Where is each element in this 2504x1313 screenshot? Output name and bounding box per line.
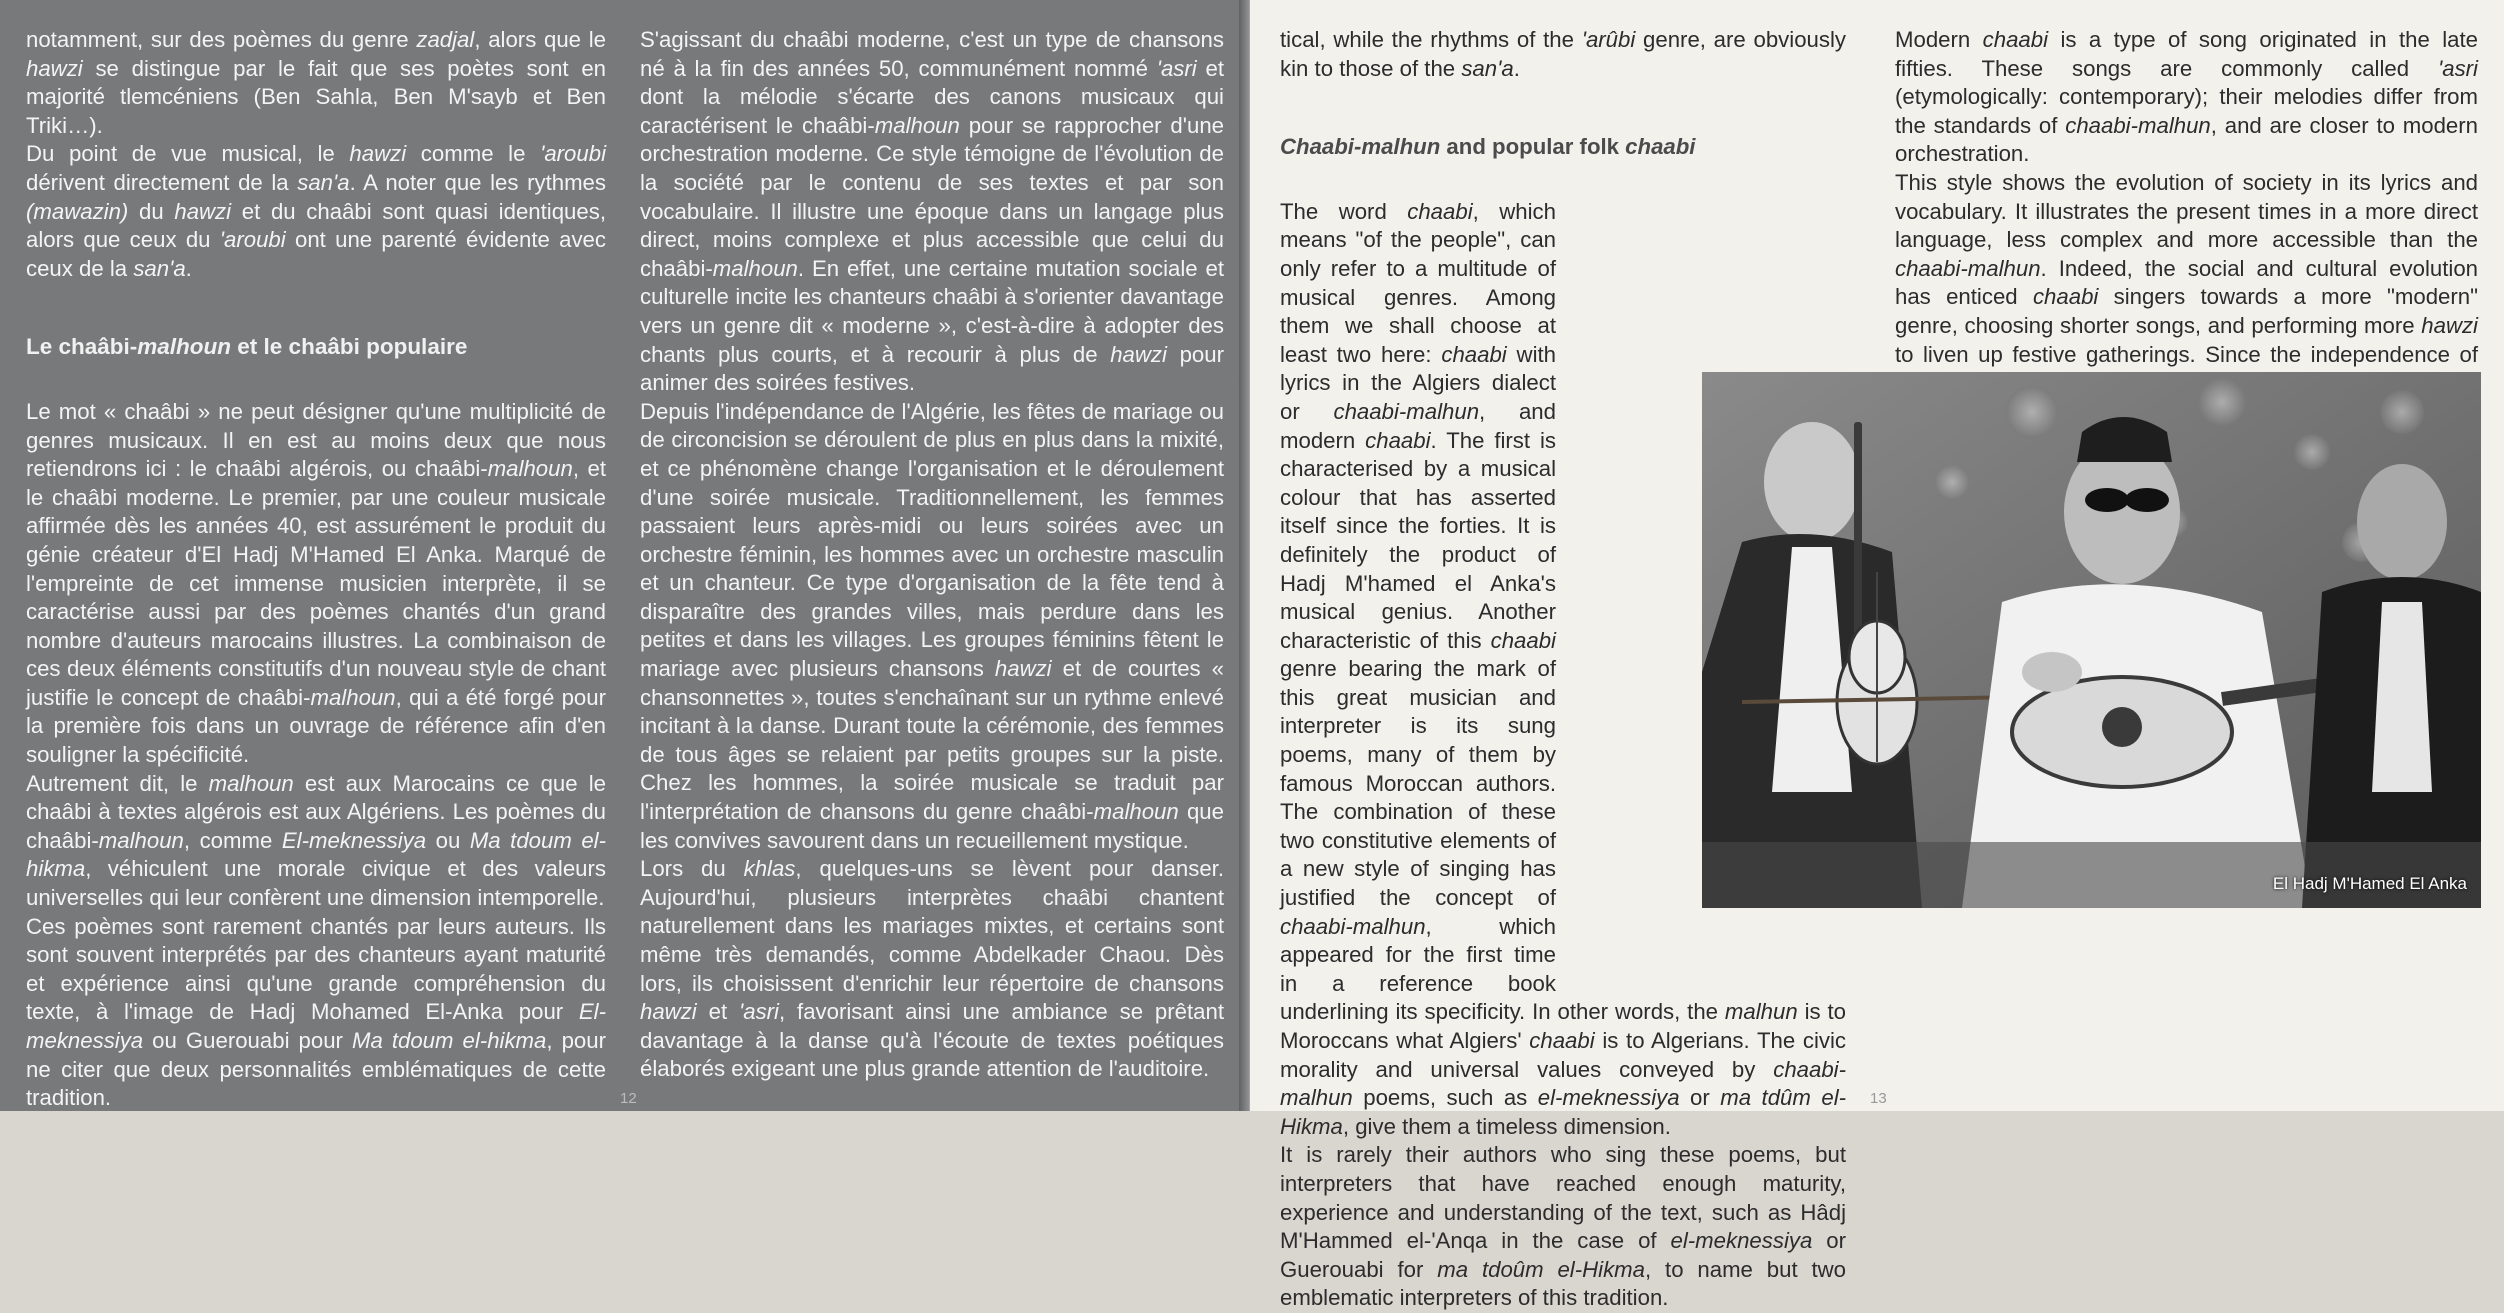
italic-run: chaabi — [1625, 134, 1696, 160]
italic-run: ma tdûm el-Hikma — [1280, 1085, 1847, 1139]
italic-run: 'aroubi — [540, 141, 607, 167]
paragraph: Lors du khlas, quelques-uns se lèvent pour danser. Aujourd'hui, plusieurs interprètes chaâbi chantent naturellement dans les mariages mixtes, et certains sont même très demandés, comme Abdelkader Chaou. Dès lors, ils choisissent d'enrichir leur répertoire de chansons hawzi et 'asri, favorisant ainsi une ambiance se prêtant davantage à la danse qu'à l'écoute de textes poétiques élaborés exigeant une plus grande attention de l'auditoire. — [640, 856, 1225, 1082]
paragraph: The word chaabi, which means "of the people", can only refer to a multitude of musical genres. Among them we shall choose at least two here: chaabi with lyrics in the Algiers dialect or chaabi-malhun, and modern chaabi. The first is characterised by a musical colour that has asserted itself since the forties. It is definitely the product of Hadj M'hamed el Anka's musical genius. Another characteristic of this chaabi genre bearing the mark of this great musician and interpreter is its sung poems, many of them by famous Moroccan authors. The combination of these two constitutive elements of a new style of singing has justified the concept of chaabi-malhun, which appeared for the first time in a reference book underlining its specificity. In other words, the malhun is to Moroccans what Algiers' chaabi is to Algerians. The civic morality and universal values conveyed by chaabi-malhun poems, such as el-meknessiya or ma tdûm el-Hikma, give them a timeless dimension. — [1280, 198, 1847, 1139]
italic-run: malhoun — [137, 334, 232, 360]
italic-run: hawzi — [1110, 341, 1167, 367]
page-number: 12 — [620, 1090, 637, 1107]
italic-run: el-meknessiya — [1537, 1085, 1680, 1111]
italic-run: chaabi — [1490, 627, 1556, 653]
paragraph: Depuis l'indépendance de l'Algérie, les fêtes de mariage ou de circoncision se déroulent de plus en plus dans la mixité, et ce phénomène change l'organisation et le déroulement d'une soirée musicale. Traditionnellement, les femmes passaient leurs après-midi ou leurs soirées avec un orchestre féminin, les hommes avec un orchestre masculin et un chanteur. Ce type d'organisation de la fête tend à disparaître des grandes villes, mais perdure dans les petites et dans les villages. Les groupes féminins fêtent le mariage avec plusieurs chansons hawzi et de courtes « chansonnettes », toutes s'enchaînant sur un rythme enlevé incitant à la danse. Durant toute la cérémonie, des femmes de tous âges se relaient par petits groupes sur la piste. Chez les hommes, la soirée musicale se traduit par l'interprétation de chansons du genre chaâbi-malhoun que les convives savourent dans un recueillement mystique. — [640, 398, 1224, 853]
section-heading: Chaabi-malhun and popular folk chaabi — [1280, 134, 1696, 160]
italic-run: ma tdoûm el-Hikma — [1437, 1256, 1645, 1282]
photo-caption: El Hadj M'Hamed El Anka — [2272, 874, 2467, 893]
paragraph: Le mot « chaâbi » ne peut désigner qu'une multiplicité de genres musicaux. Il en est au moins deux que nous retiendrons ici : le chaâbi algérois, ou chaâbi-malhoun, et le chaâbi moderne. Le premier, par une couleur musicale affirmée dès les années 40, est assurément le produit du génie créateur d'El Hadj M'Hamed El Anka. Marqué de l'empreinte de cet immense musicien interprète, il se caractérise aussi par des poèmes chantés d'un grand nombre d'auteurs marocains illustres. La combinaison de ces deux éléments constitutifs d'un nouveau style de chant justifie le concept de chaâbi-malhoun, qui a été forgé pour la première fois dans un ouvrage de référence afin d'en souligner la spécificité. — [26, 398, 606, 768]
page-number: 13 — [1870, 1090, 1887, 1107]
paragraph: notamment, sur des poèmes du genre zadjal, alors que le hawzi se distingue par le fait que ses poètes sont en majorité tlemcéniens (Ben Sahla, Ben M'sayb et Ben Triki…). — [26, 27, 606, 138]
paragraph: tical, while the rhythms of the 'arûbi genre, are obviously kin to those of the san'a. — [1280, 27, 1846, 81]
italic-run: chaabi-malhun — [1280, 913, 1426, 939]
italic-run: Ma tdoum el-hikma — [351, 1028, 547, 1053]
left-page-column-1 — [26, 26, 606, 1113]
italic-run: malhoun — [208, 770, 294, 796]
italic-run: hawzi — [26, 55, 83, 81]
italic-run: malhoun — [712, 255, 798, 281]
italic-run: chaabi-malhun — [1280, 1056, 1846, 1111]
italic-run: chaabi — [1529, 1028, 1595, 1053]
italic-run: malhoun — [98, 827, 184, 853]
italic-run: malhun — [1724, 999, 1798, 1025]
italic-run: chaabi — [1365, 427, 1431, 453]
italic-run: san'a — [297, 169, 350, 195]
paragraph: It is rarely their authors who sing these poems, but interpreters that have reached enough maturity, experience and understanding of the text, such as Hâdj M'Hammed el-'Anqa in the case of el-meknessiya or Guerouabi for ma tdoûm el-Hikma, to name but two emblematic interpreters of this tradition. — [1280, 1142, 1847, 1311]
italic-run: 'aroubi — [219, 227, 286, 253]
italic-run: chaabi-malhun — [1333, 398, 1480, 424]
italic-run: hawzi — [994, 656, 1052, 682]
section-heading: Le chaâbi-malhoun et le chaâbi populaire — [26, 334, 468, 360]
paragraph: Modern chaabi is a type of song originated in the late fifties. These songs are commonly called 'asri (etymologically: contemporary); their melodies differ from the standards of chaabi-malhun, and are closer to modern orchestration. — [1895, 27, 2479, 167]
italic-run: Chaabi-malhun — [1280, 134, 1441, 160]
italic-run: malhoun — [310, 684, 396, 710]
italic-run: Ma tdoum el-hikma — [26, 827, 607, 882]
paragraph: This style shows the evolution of society in its lyrics and vocabulary. It illustrates the present times in a more direct language, less complex and more accessible than the chaabi-malhun. Indeed, the social and cultural evolution has enticed chaabi singers towards a more "modern" genre, choosing shorter songs, and performing more hawzi to liven up festive gatherings. Since the independence of — [1895, 169, 2478, 541]
italic-run: malhoun — [1093, 799, 1179, 825]
photo-el-anka — [1702, 372, 2481, 908]
italic-run: san'a — [1461, 55, 1514, 81]
italic-run: chaabi-malhun — [1895, 255, 2041, 281]
italic-run: 'arûbi — [1581, 27, 1636, 52]
italic-run: El-meknessiya — [281, 827, 427, 853]
italic-run: (mawazin) — [26, 198, 129, 224]
left-page — [0, 0, 1247, 1111]
left-page-column-2 — [640, 26, 1224, 1084]
paragraph: Ces poèmes sont rarement chantés par leurs auteurs. Ils sont souvent interprétés par des chanteurs ayant maturité et expérience ainsi qu'une grande compréhension du texte, à l'image de Hadj Mohamed El-Anka pour El-meknessiya ou Guerouabi pour Ma tdoum el-hikma, pour ne citer que deux personnalités emblématiques de cette tradition. — [26, 913, 606, 1111]
italic-run: 'asri — [739, 999, 779, 1025]
italic-run: hawzi — [2421, 312, 2478, 338]
italic-run: 'asri — [1156, 55, 1197, 81]
italic-run: El-meknessiya — [26, 999, 606, 1053]
italic-run: chaabi-malhun — [2065, 112, 2211, 138]
paragraph: S'agissant du chaâbi moderne, c'est un type de chansons né à la fin des années 50, communément nommé 'asri et dont la mélodie s'écarte des canons musicaux qui caractérisent le chaâbi-malhoun pour se rapprocher d'une orchestration moderne. Ce style témoigne de l'évolution de la société par le contenu de ses textes et par son vocabulaire. Il illustre une époque dans un langage plus direct, moins complexe et plus accessible que celui du chaâbi-malhoun. En effet, une certaine mutation sociale et culturelle incite les chanteurs chaâbi à s'orienter davantage vers un genre dit « moderne », c'est-à-dire à adopter des chants plus courts, et à recourir à plus de hawzi pour animer des soirées festives. — [640, 27, 1225, 396]
italic-run: chaabi — [1407, 198, 1473, 224]
italic-run: chaabi — [2032, 284, 2099, 310]
italic-run: malhoun — [487, 456, 573, 482]
photo-illustration — [1702, 372, 2481, 908]
italic-run: chaabi — [1441, 341, 1507, 367]
italic-run: hawzi — [349, 141, 407, 167]
paragraph: Du point de vue musical, le hawzi comme le 'aroubi dérivent directement de la san'a. A noter que les rythmes (mawazin) du hawzi et du chaâbi sont quasi identiques, alors que ceux du 'aroubi ont une parenté évidente avec ceux de la san'a. — [26, 141, 607, 281]
paragraph: Autrement dit, le malhoun est aux Marocains ce que le chaâbi à textes algérois est aux Algériens. Les poèmes du chaâbi-malhoun, comme El-meknessiya ou Ma tdoum el-hikma, véhiculent une morale civique et des valeurs universelles qui leur confèrent une dimension intemporelle. — [26, 770, 607, 911]
italic-run: 'asri — [2438, 55, 2478, 81]
italic-run: hawzi — [640, 999, 697, 1025]
italic-run: hawzi — [174, 198, 232, 224]
italic-run: chaabi — [1982, 27, 2049, 52]
italic-run: zadjal — [416, 27, 475, 52]
italic-run: khlas — [743, 856, 796, 882]
italic-run: el-meknessiya — [1670, 1228, 1813, 1254]
italic-run: malhoun — [874, 112, 960, 138]
italic-run: san'a — [133, 255, 186, 281]
